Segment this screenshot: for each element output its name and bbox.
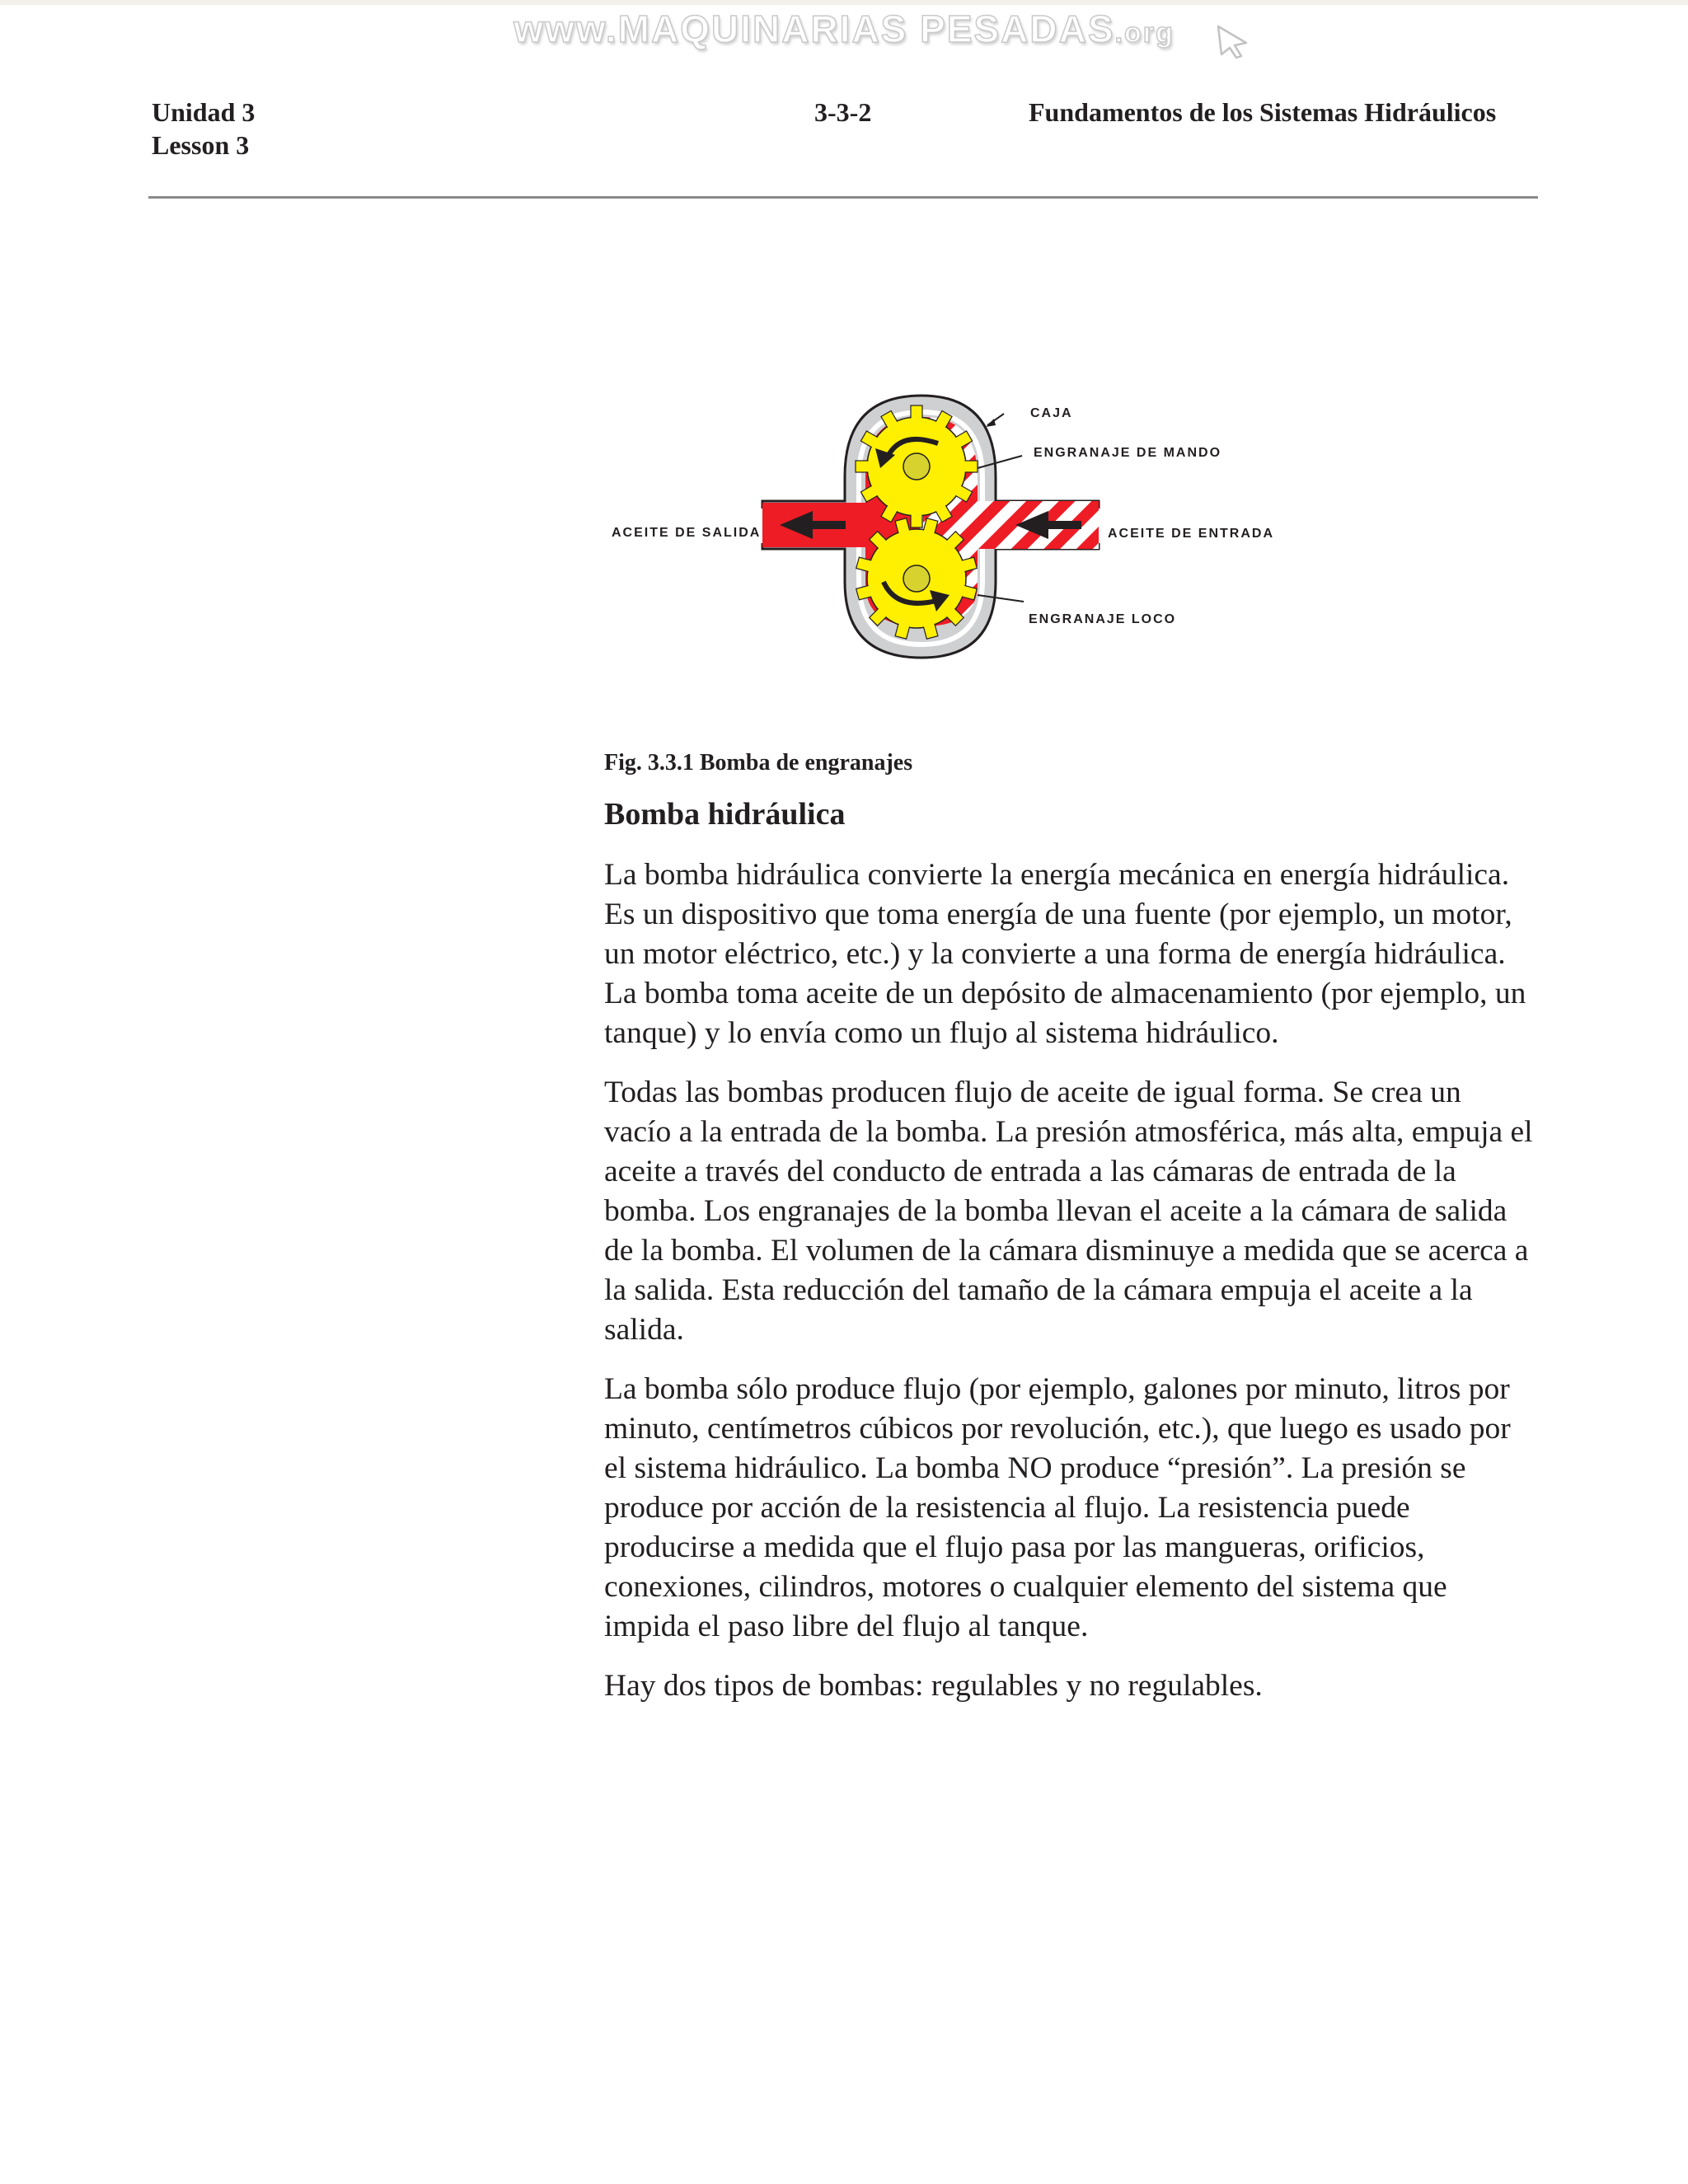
header-title: Fundamentos de los Sistemas Hidráulicos [1029, 97, 1497, 127]
paragraph: La bomba hidráulica convierte la energía mecánica en energía hidráulica. Es un dispositivo que toma energía de una fuente (por ejemplo, un motor, un motor eléctrico, etc.) y la convierte a una forma de energía hidráulica. La bomba toma aceite de un depósito de almacenamiento (por ejemplo, un tanque) y lo envía como un flujo al sistema hidráulico. [604, 858, 1526, 1050]
label-drive-gear: ENGRANAJE DE MANDO [1034, 446, 1222, 460]
body-text [604, 855, 1536, 1726]
label-idler-gear: ENGRANAJE LOCO [1029, 612, 1177, 626]
paragraph: Hay dos tipos de bombas: regulables y no regulables. [604, 1669, 1263, 1703]
label-oil-out: ACEITE DE SALIDA [612, 526, 762, 540]
watermark-text: www.MAQUINARIAS PESADAS [513, 7, 1115, 50]
paragraph: Todas las bombas producen flujo de aceite de igual forma. Se crea un vacío a la entrada de la bomba. La presión atmosférica, más alta, empuja el aceite a través del conducto de entrada a las cámaras de entrada de la bomba. Los engranajes de la bomba llevan el aceite a la cámara de salida de la bomba. El volumen de la cámara disminuye a medida que se acerca a la salida. Esta reducción del tamaño de la cámara empuja el aceite a la salida. [604, 1076, 1533, 1347]
watermark-suffix: .org [1114, 17, 1175, 49]
idler-gear-icon [856, 518, 978, 640]
gear-pump-diagram [593, 379, 1335, 676]
cursor-icon [1213, 23, 1253, 59]
figure-caption: Fig. 3.3.1 Bomba de engranajes [604, 750, 913, 776]
header-unit: Unidad 3 [152, 97, 256, 127]
header-page-number: 3-3-2 [814, 97, 872, 127]
section-title: Bomba hidráulica [604, 797, 846, 832]
gear-pump-figure [593, 379, 1335, 676]
header-divider [148, 196, 1538, 199]
label-oil-in: ACEITE DE ENTRADA [1108, 527, 1275, 541]
label-housing: CAJA [1030, 406, 1073, 420]
header-unit-block [152, 96, 255, 162]
header-lesson: Lesson 3 [152, 130, 250, 160]
top-edge-strip [0, 0, 1688, 5]
site-watermark [0, 7, 1688, 51]
paragraph: La bomba sólo produce flujo (por ejemplo, galones por minuto, litros por minuto, centímetros cúbicos por revolución, etc.), que luego es usado por el sistema hidráulico. La bomba NO produce “presión”. La presión se produce por acción de la resistencia al flujo. La resistencia puede producirse a medida que el flujo pasa por las mangueras, orificios, conexiones, cilindros, motores o cualquier elemento del sistema que impida el paso libre del flujo al tanque. [604, 1372, 1511, 1643]
